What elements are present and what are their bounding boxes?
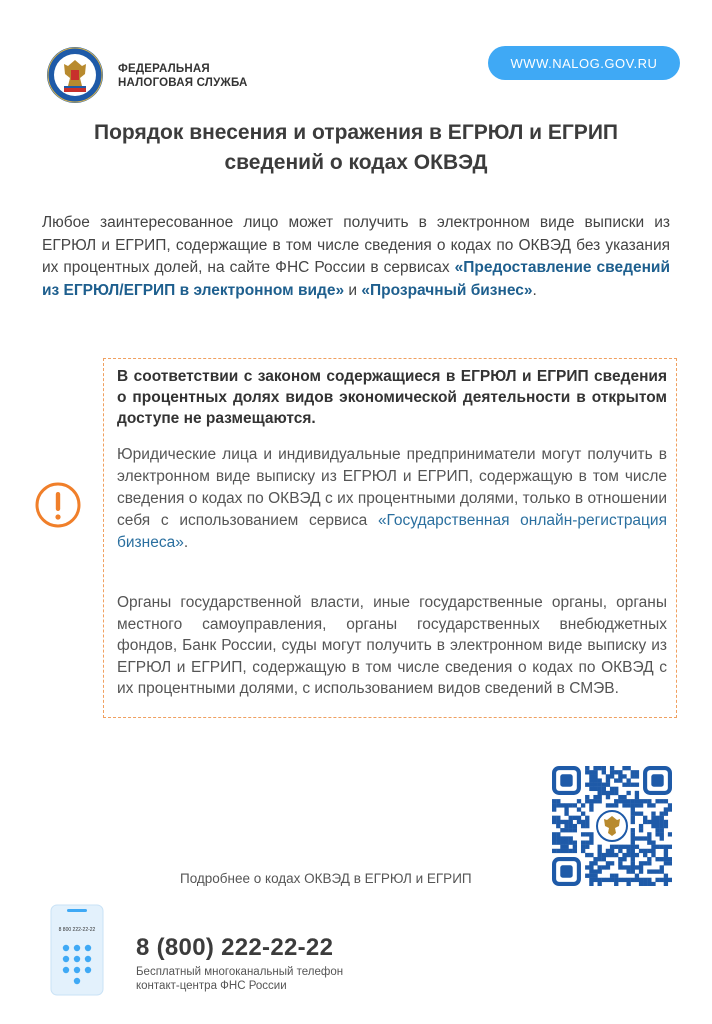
egrul-service-link[interactable]: «Предоставление сведений из ЕГРЮЛ/ЕГРИП в электронном виде» (42, 259, 670, 299)
phone-note-line1: Бесплатный многоканальный телефон (136, 966, 344, 978)
site-link-button[interactable]: WWW.NALOG.GOV.RU (488, 46, 680, 80)
title-line2: сведений о кодах ОКВЭД (224, 151, 488, 174)
org-name (118, 62, 248, 90)
notice-bold-paragraph: В соответствии с законом содержащиеся в ЕГРЮЛ и ЕГРИП сведения о процентных долях видов экономической деятельности в открытом доступе не размещаются. (117, 368, 667, 427)
intro-and: и (344, 281, 362, 299)
qr-code-icon[interactable] (552, 766, 672, 886)
intro-end: . (532, 281, 537, 299)
notice-paragraph-authorities: Органы государственной власти, иные государственные органы, органы местного самоуправления, органы государственных внебюджетных фондов, Банк России, суды могут получить в электронном виде выписку из ЕГРЮЛ и ЕГРИП, содержащую в том числе сведения о кодах по ОКВЭД с их процентными долями, с использованием видов сведений в СМЭВ. (117, 594, 667, 697)
intro-paragraph (42, 212, 670, 302)
qr-caption: Подробнее о кодах ОКВЭД в ЕГРЮЛ и ЕГРИП (180, 871, 472, 886)
phone-note (136, 965, 343, 993)
phone-note-line2: контакт-центра ФНС России (136, 980, 287, 992)
phone-number[interactable]: 8 (800) 222-22-22 (136, 934, 334, 961)
notice-paragraph-business (117, 444, 667, 554)
intro-text: Любое заинтересованное лицо может получить в электронном виде выписки из ЕГРЮЛ и ЕГРИП, содержащие в том числе сведения о кодах по ОКВЭД без указания их процентных долей, на сайте ФНС России в сервисах (42, 214, 670, 276)
title-line1: Порядок внесения и отражения в ЕГРЮЛ и ЕГРИП (93, 121, 618, 144)
notice-p2-text: Юридические лица и индивидуальные предприниматели могут получить в электронном виде выписку из ЕГРЮЛ и ЕГРИП, содержащую в том числе сведения о кодах по ОКВЭД с их процентными долями, только в отношении себя с использованием сервиса (117, 446, 667, 529)
fns-emblem-icon (46, 46, 104, 104)
org-name-line2: НАЛОГОВАЯ СЛУЖБА (118, 77, 248, 89)
phone-keypad-icon (50, 904, 104, 996)
phone-screen-number: 8 800 222-22-22 (58, 927, 96, 933)
notice-p2-end: . (183, 534, 189, 551)
online-registration-link[interactable]: «Государственная онлайн-регистрация бизнеса» (117, 512, 667, 551)
page-title (36, 118, 676, 178)
org-name-line1: ФЕДЕРАЛЬНАЯ (118, 63, 210, 75)
exclamation-circle-icon (34, 481, 82, 529)
transparent-business-link[interactable]: «Прозрачный бизнес» (361, 281, 533, 299)
